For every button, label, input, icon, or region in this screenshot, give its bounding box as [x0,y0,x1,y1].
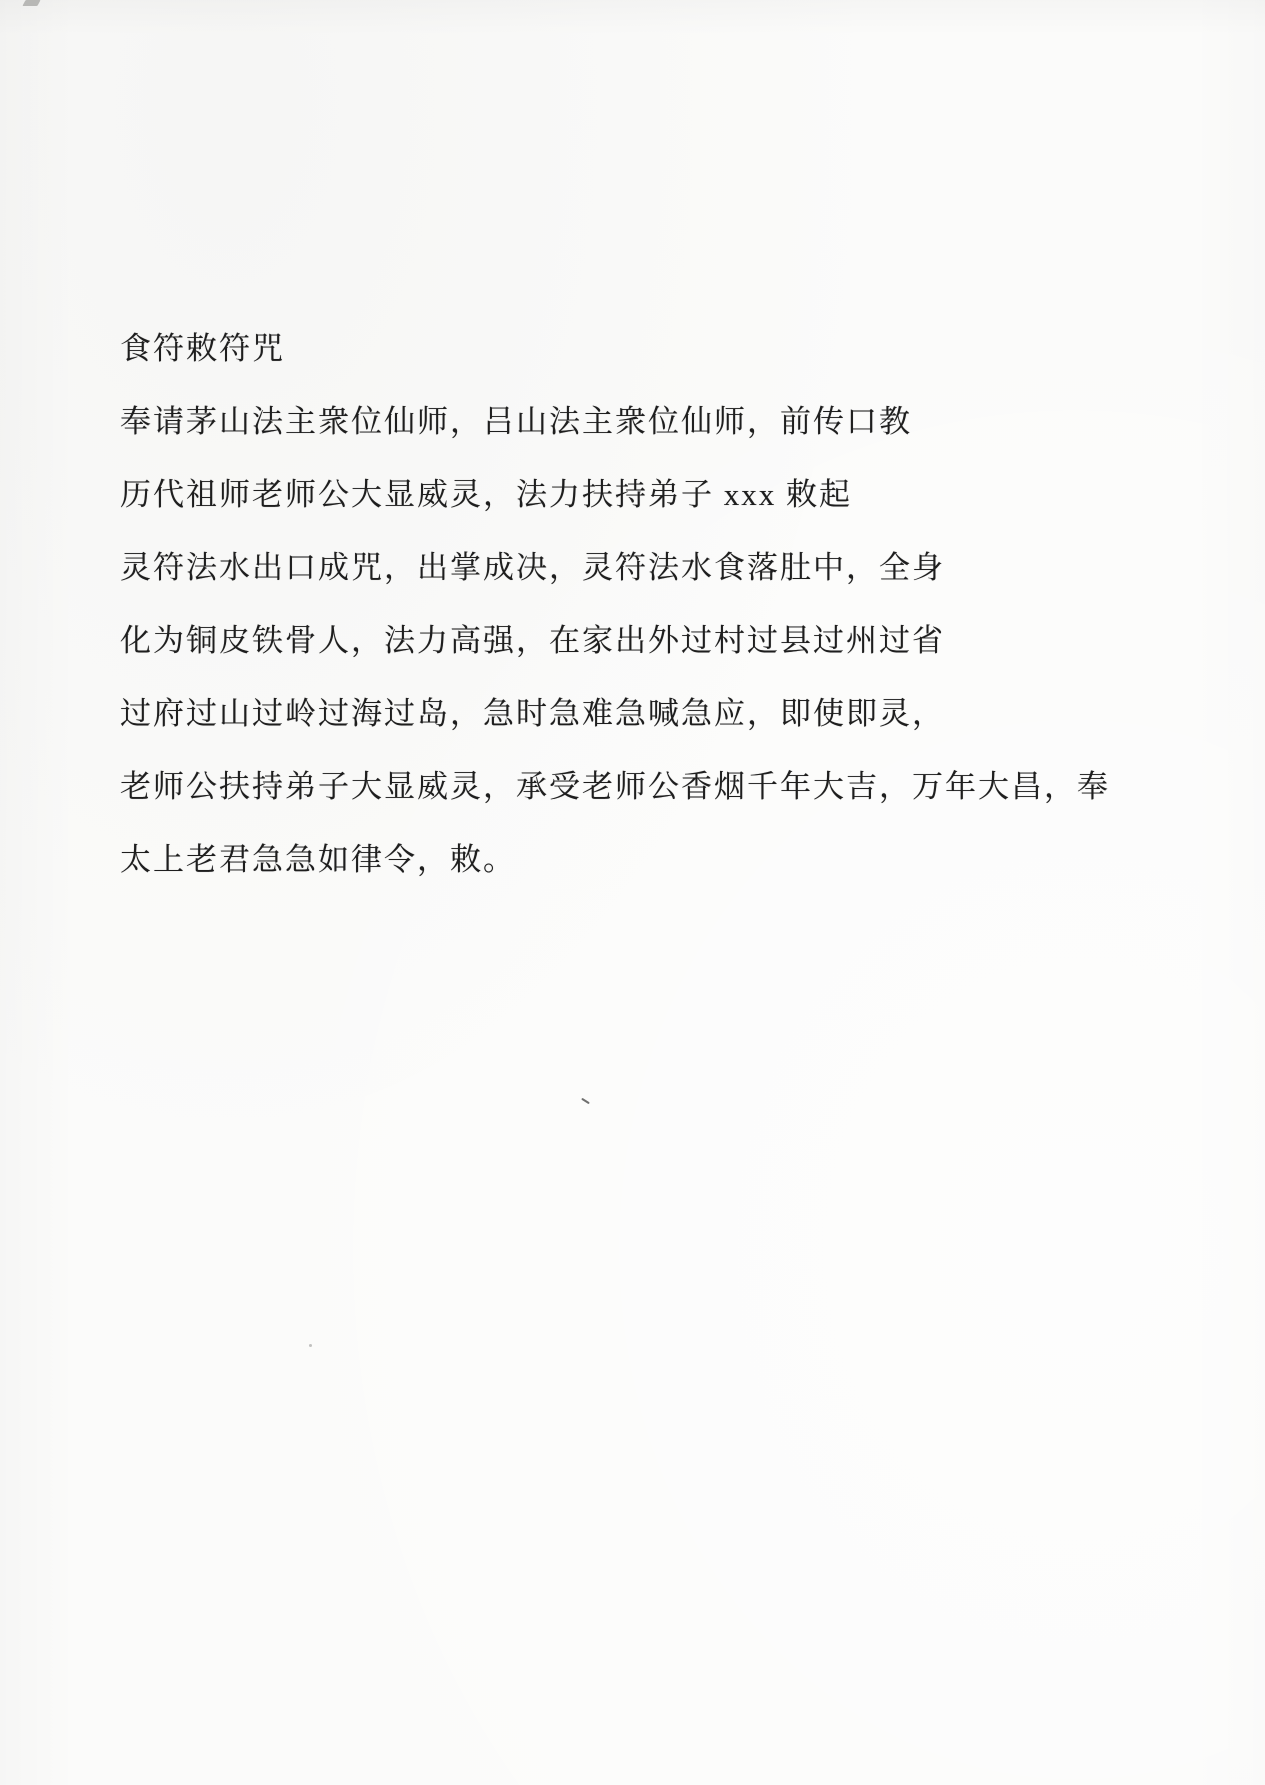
document-line-7: 太上老君急急如律令，敕。 [120,842,516,877]
document-line-4: 化为铜皮铁骨人，法力高强，在家出外过村过县过州过省 [120,623,945,658]
document-text-block [120,312,1170,896]
document-line-5: 过府过山过岭过海过岛，急时急难急喊急应，即使即灵， [120,696,945,731]
scan-artifact-tick [581,1098,590,1104]
scan-corner-smudge [22,0,40,6]
document-line-6: 老师公扶持弟子大显威灵，承受老师公香烟千年大吉，万年大昌，奉 [120,769,1110,804]
document-title: 食符敕符咒 [120,331,285,366]
document-line-3: 灵符法水出口成咒，出掌成决，灵符法水食落肚中，全身 [120,550,945,585]
scan-artifact-dot [309,1344,312,1347]
document-line-1: 奉请茅山法主衆位仙师，吕山法主衆位仙师，前传口教 [120,404,912,439]
document-line-2: 历代祖师老师公大显威灵，法力扶持弟子 xxx 敕起 [120,477,852,512]
